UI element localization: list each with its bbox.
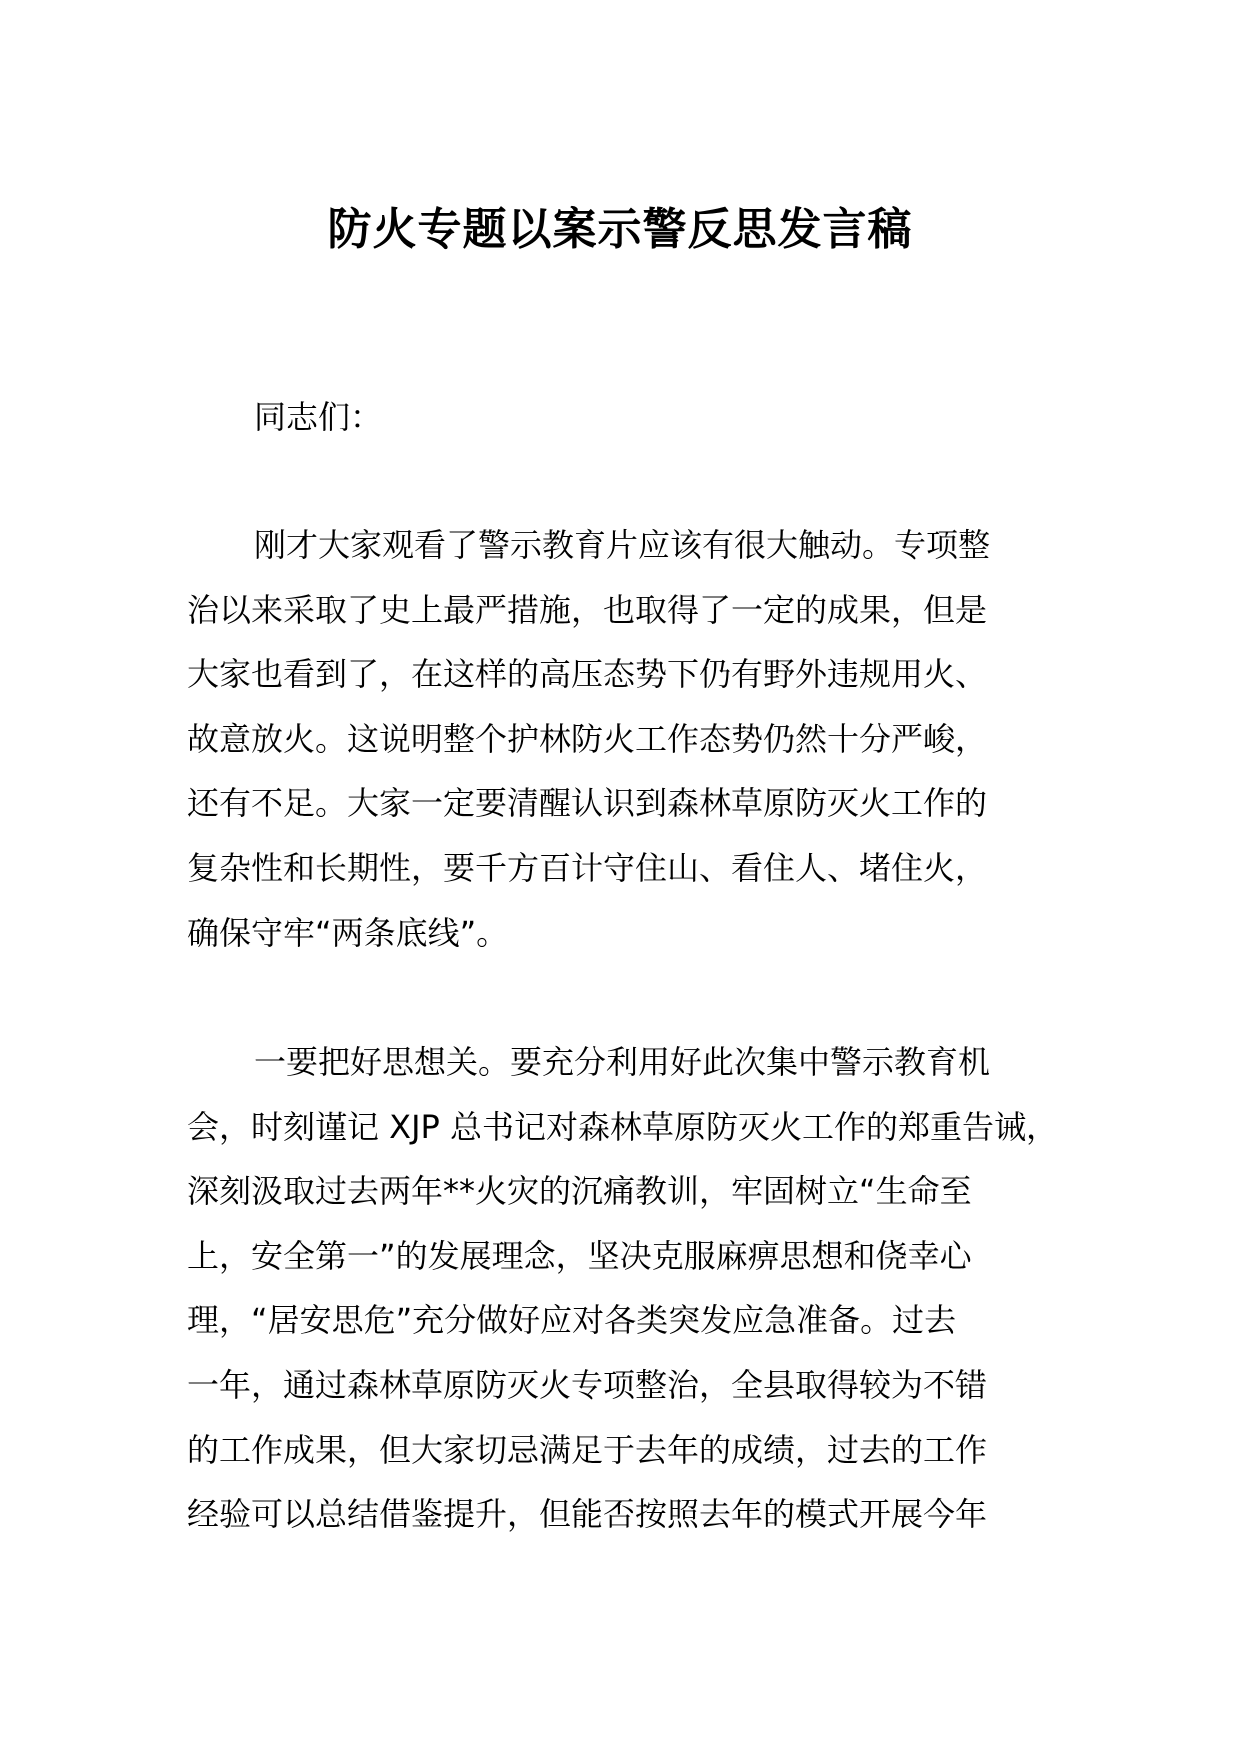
paragraph-line: 会，时刻谨记 XJP 总书记对森林草原防灭火工作的郑重告诫， <box>187 1107 1059 1146</box>
paragraph-line: 上，安全第一”的发展理念，坚决克服麻痹思想和侥幸心 <box>187 1236 972 1275</box>
paragraph-line: 还有不足。大家一定要清醒认识到森林草原防灭火工作的 <box>187 784 988 823</box>
salutation: 同志们： <box>254 398 383 436</box>
document-title: 防火专题以案示警反思发言稿 <box>327 204 913 255</box>
paragraph-line: 一要把好思想关。要充分利用好此次集中警示教育机 <box>254 1043 991 1081</box>
paragraph-line: 经验可以总结借鉴提升，但能否按照去年的模式开展今年 <box>187 1495 988 1534</box>
paragraph-line: 刚才大家观看了警示教育片应该有很大触动。专项整 <box>254 526 991 564</box>
paragraph-line: 的工作成果，但大家切忌满足于去年的成绩，过去的工作 <box>187 1430 988 1469</box>
paragraph-line: 复杂性和长期性，要千方百计守住山、看住人、堵住火， <box>187 848 988 887</box>
paragraph-line: 故意放火。这说明整个护林防火工作态势仍然十分严峻， <box>187 719 988 758</box>
paragraph-line: 治以来采取了史上最严措施，也取得了一定的成果，但是 <box>187 590 988 629</box>
paragraph-line: 确保守牢“两条底线”。 <box>187 913 509 952</box>
paragraph-line: 理，“居安思危”充分做好应对各类突发应急准备。过去 <box>187 1301 957 1340</box>
paragraph-line: 深刻汲取过去两年**火灾的沉痛教训，牢固树立“生命至 <box>187 1172 972 1211</box>
paragraph-line: 大家也看到了，在这样的高压态势下仍有野外违规用火、 <box>187 655 988 694</box>
paragraph-1 <box>187 513 1067 965</box>
paragraph-line: 一年，通过森林草原防灭火专项整治，全县取得较为不错 <box>187 1365 988 1404</box>
paragraph-2 <box>187 1030 1067 1547</box>
